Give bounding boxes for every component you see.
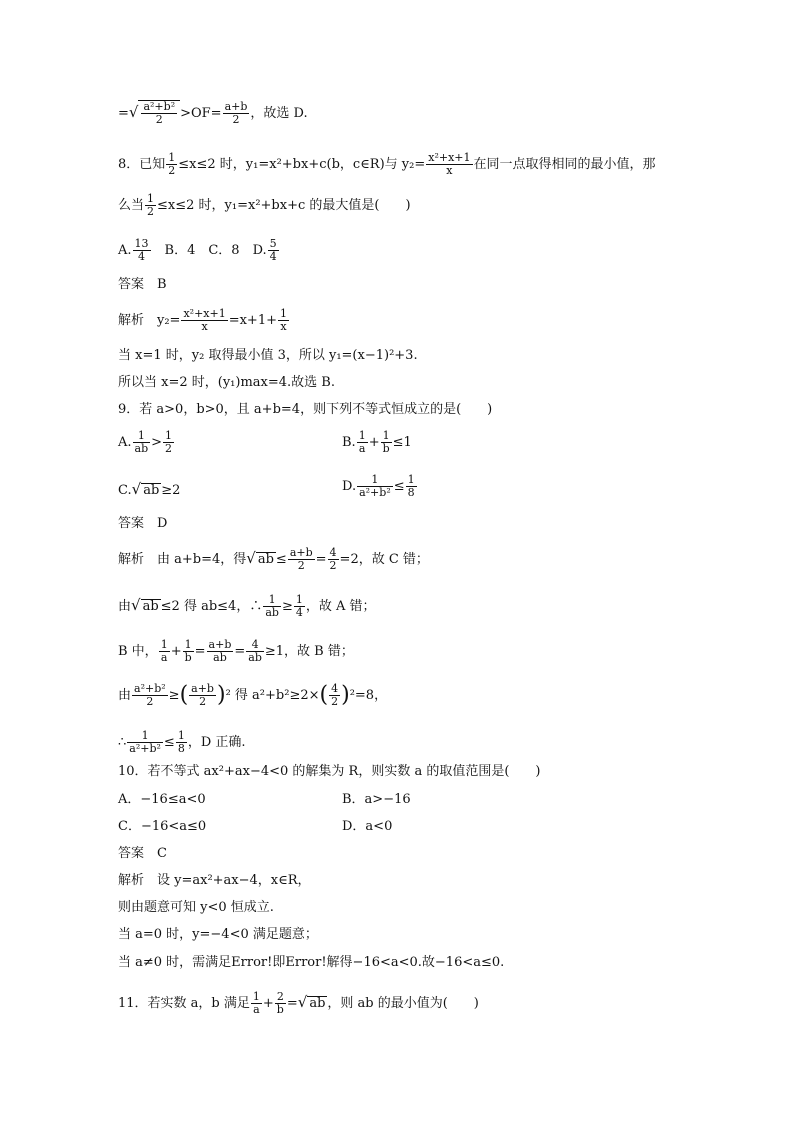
q9-option-a: A. $\frac{1}{ab}$ > $\frac{1}{2}$ [118, 429, 173, 455]
q9-solution-4: 由 $\frac{\text{a²+b²}}{2}$ ≥( $\frac{a+b}{2}$ )² 得 a²+b²≥2×( $\frac{4}{2}$ )²=8， [118, 682, 388, 708]
q8-solution-1: 解析 y₂= $\frac{\text{x²+x+1}}{x}$ =x+1+ $\frac{1}{x}$ [118, 307, 287, 333]
q8-stem-line2: 么当 $\frac{1}{2}$ ≤x≤2 时，y₁=x²+bx+c 的最大值是( ) [118, 192, 411, 218]
q10-solution-4: 当 a≠0 时，需满足Error!即Error!解得−16<a<0.故−16<a≤0. [118, 955, 505, 970]
q10-option-b: B．a>−16 [342, 792, 411, 807]
q8-solution-3: 所以当 x=2 时，(y₁)max=4.故选 B. [118, 375, 335, 390]
q10-answer: 答案 C [118, 846, 167, 861]
q10-stem: 10．若不等式 ax²+ax−4<0 的解集为 R，则实数 a 的取值范围是( ) [118, 764, 541, 779]
q10-option-d: D．a<0 [342, 819, 393, 834]
q9-solution-5: ∴ $\frac{1}{\text{a²+b²}}$ ≤ $\frac{1}{8}$ ，D 正确. [118, 729, 246, 755]
q9-solution-2: 由√ ab ≤2 得 ab≤4，∴ $\frac{1}{ab}$ ≥ $\frac{1}{4}$ ，故 A 错； [118, 593, 376, 619]
q9-option-c: C.√ ab ≥2 [118, 480, 181, 498]
q10-solution-2: 则由题意可知 y<0 恒成立. [118, 900, 274, 915]
q8-stem-line1: 8．已知 $\frac{1}{2}$ ≤x≤2 时，y₁=x²+bx+c(b，c∈R)与 y₂= $\frac{\text{x²+x+1}}{x}$ 在同一点取得相同的最小值，那 [118, 151, 656, 177]
q8-solution-2: 当 x=1 时，y₂ 取得最小值 3，所以 y₁=(x−1)²+3. [118, 348, 418, 363]
q8-options: A. $\frac{13}{4}$ B．4 C．8 D. $\frac{5}{4}$ [118, 237, 277, 263]
q10-option-a: A．−16≤a<0 [118, 792, 206, 807]
q9-answer: 答案 D [118, 516, 168, 531]
q11-stem: 11．若实数 a，b 满足 $\frac{1}{a}$ + $\frac{2}{b}$ =√ ab ，则 ab 的最小值为( ) [118, 990, 479, 1016]
q9-option-b: B. $\frac{1}{a}$ + $\frac{1}{b}$ ≤1 [342, 429, 412, 455]
q9-option-d: D. $\frac{1}{\text{a²+b²}}$ ≤ $\frac{1}{8}$ [342, 473, 415, 499]
q10-solution-3: 当 a=0 时，y=−4<0 满足题意； [118, 927, 318, 942]
q9-stem: 9．若 a>0，b>0，且 a+b=4，则下列不等式恒成立的是( ) [118, 402, 493, 417]
q10-option-c: C．−16<a≤0 [118, 819, 207, 834]
line-prev-conclusion: =√ $\frac{\text{a²+b²}}{2}$ >OF= $\frac{a+b}{2}$ ，故选 D. [118, 100, 308, 126]
q8-answer: 答案 B [118, 277, 167, 292]
q9-solution-1: 解析 由 a+b=4，得√ ab ≤ $\frac{a+b}{2}$ = $\frac{4}{2}$ =2，故 C 错； [118, 546, 429, 572]
q9-solution-3: B 中， $\frac{1}{a}$ + $\frac{1}{b}$ = $\frac{a+b}{ab}$ = $\frac{4}{ab}$ ≥1，故 B 错； [118, 638, 354, 664]
q10-solution-1: 解析 设 y=ax²+ax−4，x∈R， [118, 873, 311, 888]
